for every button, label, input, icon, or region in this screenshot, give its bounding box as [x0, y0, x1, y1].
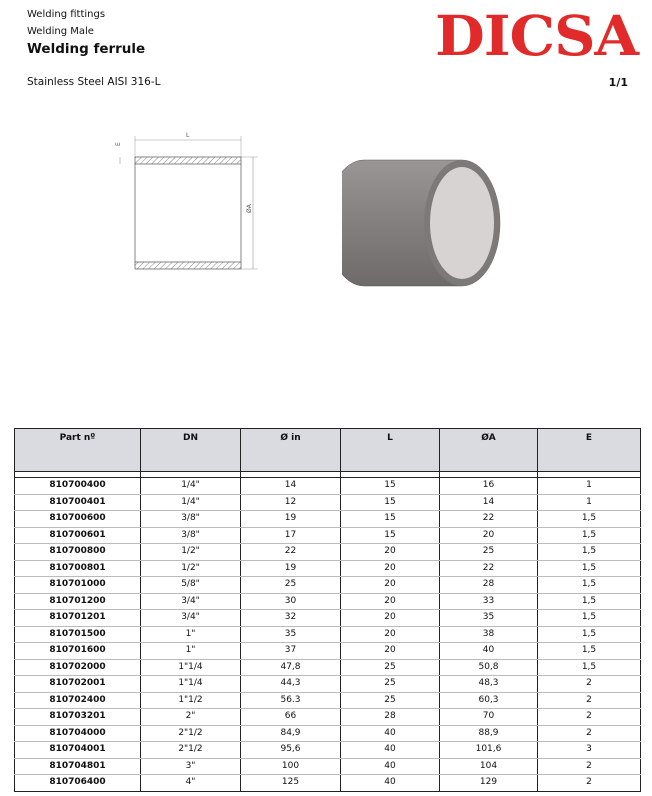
table-row — [15, 692, 641, 709]
table-cell: 1"1/2 — [141, 692, 241, 709]
table-cell: 1,5 — [538, 511, 641, 528]
table-cell: 16 — [440, 478, 538, 495]
table-cell: 100 — [241, 758, 341, 775]
table-cell: 3 — [538, 742, 641, 759]
table-cell: 15 — [341, 478, 440, 495]
table-cell: 1" — [141, 643, 241, 660]
table-cell: 19 — [241, 511, 341, 528]
table-cell: 14 — [440, 494, 538, 511]
table-cell: 810702001 — [15, 676, 141, 693]
table-cell: 1 — [538, 494, 641, 511]
table-row — [15, 643, 641, 660]
table-row — [15, 659, 641, 676]
ferrule-3d-render — [342, 140, 502, 290]
table-cell: 1/4" — [141, 478, 241, 495]
table-cell: 20 — [341, 626, 440, 643]
table-cell: 20 — [341, 643, 440, 660]
table-cell: 48,3 — [440, 676, 538, 693]
material-label: Stainless Steel AISI 316-L — [27, 76, 161, 88]
table-cell: 810701000 — [15, 577, 141, 594]
table-cell: 3/8" — [141, 527, 241, 544]
table-cell: 5/8" — [141, 577, 241, 594]
table-cell: 810701200 — [15, 593, 141, 610]
table-cell: 2 — [538, 775, 641, 792]
table-cell: 1" — [141, 626, 241, 643]
table-cell: 20 — [341, 577, 440, 594]
table-cell: 2" — [141, 709, 241, 726]
table-cell: 25 — [241, 577, 341, 594]
table-cell: 50,8 — [440, 659, 538, 676]
technical-drawing — [108, 128, 268, 278]
dicsa-logo — [435, 7, 640, 59]
table-cell: 56.3 — [241, 692, 341, 709]
table-cell: 3" — [141, 758, 241, 775]
table-cell: 70 — [440, 709, 538, 726]
table-cell: 66 — [241, 709, 341, 726]
table-cell: 1/2" — [141, 544, 241, 561]
table-cell: 15 — [341, 511, 440, 528]
table-cell: 38 — [440, 626, 538, 643]
table-cell: 810704000 — [15, 725, 141, 742]
table-cell: 1/2" — [141, 560, 241, 577]
table-row — [15, 511, 641, 528]
table-cell: 810701600 — [15, 643, 141, 660]
table-row — [15, 626, 641, 643]
table-cell: 810700601 — [15, 527, 141, 544]
table-cell: 22 — [440, 560, 538, 577]
table-cell: 2 — [538, 709, 641, 726]
table-cell: 95,6 — [241, 742, 341, 759]
table-cell: 2 — [538, 676, 641, 693]
table-cell: 60,3 — [440, 692, 538, 709]
table-cell: 12 — [241, 494, 341, 511]
table-cell: 32 — [241, 610, 341, 627]
table-row — [15, 478, 641, 495]
table-cell: 88,9 — [440, 725, 538, 742]
table-cell: 37 — [241, 643, 341, 660]
dim-l-label: L — [186, 132, 190, 139]
table-cell: 3/4" — [141, 593, 241, 610]
dim-a-label: ØA — [246, 204, 253, 213]
table-cell: 1 — [538, 478, 641, 495]
table-cell: 3/8" — [141, 511, 241, 528]
table-cell: 35 — [241, 626, 341, 643]
table-row — [15, 758, 641, 775]
table-cell: 22 — [440, 511, 538, 528]
table-cell: 810701500 — [15, 626, 141, 643]
table-cell: 22 — [241, 544, 341, 561]
table-cell: 810703201 — [15, 709, 141, 726]
table-row — [15, 577, 641, 594]
table-cell: 20 — [341, 544, 440, 561]
table-cell: 28 — [440, 577, 538, 594]
table-cell: 2 — [538, 758, 641, 775]
table-cell: 1,5 — [538, 560, 641, 577]
table-cell: 2 — [538, 725, 641, 742]
table-cell: 810702400 — [15, 692, 141, 709]
table-cell: 25 — [440, 544, 538, 561]
table-cell: 25 — [341, 659, 440, 676]
col-header-part: Part nº — [15, 429, 141, 472]
table-row — [15, 725, 641, 742]
table-row — [15, 527, 641, 544]
table-cell: 2 — [538, 692, 641, 709]
table-cell: 15 — [341, 527, 440, 544]
table-cell: 1/4" — [141, 494, 241, 511]
subcategory-label: Welding Male — [27, 26, 94, 37]
table-cell: 101,6 — [440, 742, 538, 759]
table-cell: 19 — [241, 560, 341, 577]
svg-text:DICSA: DICSA — [435, 7, 640, 59]
table-cell: 2"1/2 — [141, 742, 241, 759]
table-cell: 810706400 — [15, 775, 141, 792]
table-cell: 104 — [440, 758, 538, 775]
table-cell: 84,9 — [241, 725, 341, 742]
table-cell: 35 — [440, 610, 538, 627]
spec-table — [14, 428, 641, 792]
table-cell: 125 — [241, 775, 341, 792]
table-cell: 1"1/4 — [141, 659, 241, 676]
table-cell: 4" — [141, 775, 241, 792]
table-cell: 33 — [440, 593, 538, 610]
table-cell: 28 — [341, 709, 440, 726]
table-cell: 40 — [341, 725, 440, 742]
table-cell: 17 — [241, 527, 341, 544]
table-row — [15, 544, 641, 561]
table-cell: 25 — [341, 692, 440, 709]
table-cell: 20 — [341, 560, 440, 577]
page-title: Welding ferrule — [27, 41, 146, 57]
table-cell: 44,3 — [241, 676, 341, 693]
table-row — [15, 709, 641, 726]
table-cell: 810704001 — [15, 742, 141, 759]
col-header-outer-diameter: ØA — [440, 429, 538, 472]
col-header-inner-diameter: Ø in — [241, 429, 341, 472]
page-number: 1/1 — [608, 76, 628, 89]
table-cell: 1,5 — [538, 544, 641, 561]
table-cell: 2"1/2 — [141, 725, 241, 742]
table-cell: 3/4" — [141, 610, 241, 627]
table-cell: 25 — [341, 676, 440, 693]
table-row — [15, 775, 641, 792]
table-cell: 1,5 — [538, 659, 641, 676]
table-cell: 40 — [341, 742, 440, 759]
table-cell: 810701201 — [15, 610, 141, 627]
dim-e-label: E — [115, 142, 122, 146]
table-row — [15, 742, 641, 759]
table-cell: 20 — [341, 593, 440, 610]
table-cell: 1"1/4 — [141, 676, 241, 693]
table-cell: 810704801 — [15, 758, 141, 775]
table-header-row — [15, 429, 641, 472]
table-cell: 810702000 — [15, 659, 141, 676]
col-header-dn: DN — [141, 429, 241, 472]
col-header-thickness: E — [538, 429, 641, 472]
table-cell: 810700401 — [15, 494, 141, 511]
table-cell: 810700800 — [15, 544, 141, 561]
table-cell: 30 — [241, 593, 341, 610]
table-cell: 1,5 — [538, 643, 641, 660]
table-row — [15, 593, 641, 610]
table-cell: 20 — [440, 527, 538, 544]
table-cell: 47,8 — [241, 659, 341, 676]
table-cell: 1,5 — [538, 527, 641, 544]
table-cell: 40 — [440, 643, 538, 660]
table-cell: 1,5 — [538, 593, 641, 610]
table-cell: 810700600 — [15, 511, 141, 528]
category-label: Welding fittings — [27, 9, 106, 20]
table-cell: 40 — [341, 758, 440, 775]
table-cell: 810700400 — [15, 478, 141, 495]
table-cell: 20 — [341, 610, 440, 627]
col-header-length: L — [341, 429, 440, 472]
table-cell: 1,5 — [538, 610, 641, 627]
table-cell: 810700801 — [15, 560, 141, 577]
table-cell: 40 — [341, 775, 440, 792]
table-cell: 15 — [341, 494, 440, 511]
table-cell: 1,5 — [538, 626, 641, 643]
table-cell: 129 — [440, 775, 538, 792]
table-row — [15, 494, 641, 511]
table-row — [15, 560, 641, 577]
table-row — [15, 676, 641, 693]
table-cell: 1,5 — [538, 577, 641, 594]
table-row — [15, 610, 641, 627]
table-cell: 14 — [241, 478, 341, 495]
